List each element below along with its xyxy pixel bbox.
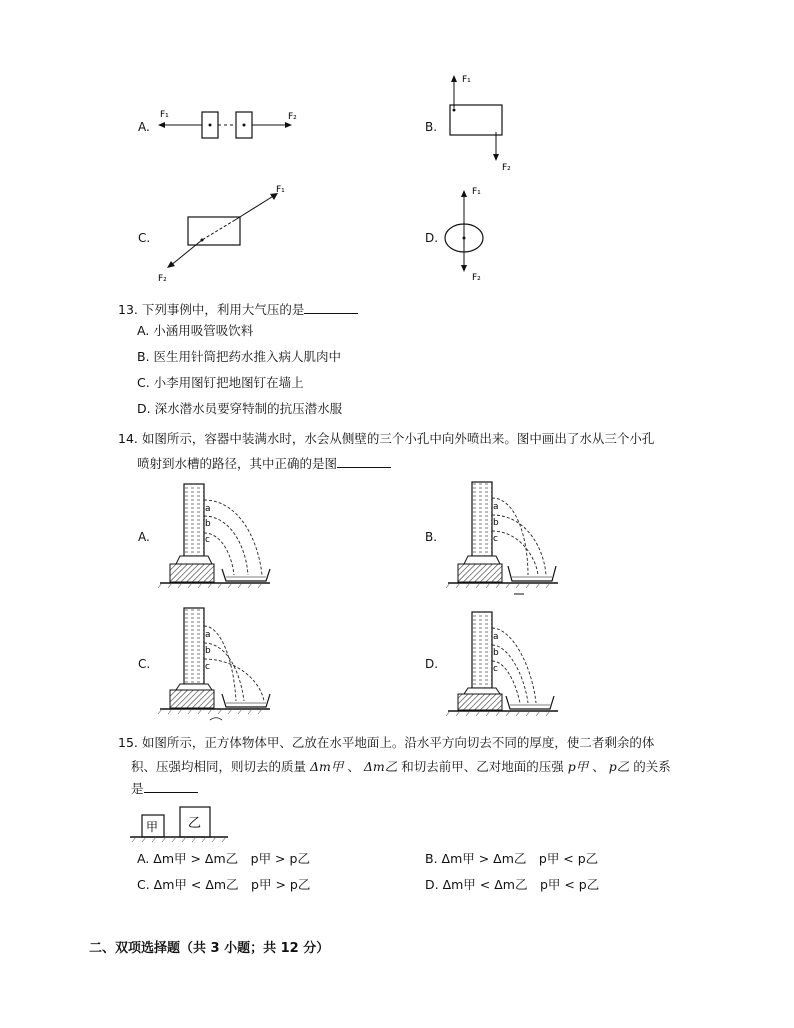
q15-label-jia: 甲 xyxy=(146,820,159,834)
q15-sep1: 、 xyxy=(347,759,360,774)
q14-option-a-label[interactable]: A. xyxy=(138,530,150,544)
q14c-hole-a: a xyxy=(205,630,211,640)
q14-figure-d xyxy=(448,606,563,721)
q12a-f2-label: F₂ xyxy=(288,112,297,122)
q12-option-b-label[interactable]: B. xyxy=(425,120,438,134)
q15-figure xyxy=(130,805,230,845)
q12c-f1-label: F₁ xyxy=(276,185,285,195)
q14d-hole-a: a xyxy=(493,632,499,642)
q14a-hole-c: c xyxy=(205,535,210,545)
q12d-f1-label: F₁ xyxy=(472,187,481,197)
q15-p-yi: p乙 xyxy=(608,759,630,774)
q13-stem xyxy=(118,301,358,318)
q12-figure-d xyxy=(440,180,510,285)
q15-stem-line2-b: 和切去前甲、乙对地面的压强 xyxy=(401,759,564,774)
q12-option-a-label[interactable]: A. xyxy=(138,120,150,134)
q13-option-d[interactable]: D. 深水潜水员要穿特制的抗压潜水服 xyxy=(137,401,343,416)
q14-option-b-label[interactable]: B. xyxy=(425,530,438,544)
q14c-hole-b: b xyxy=(205,646,211,656)
q12a-f1-label: F₁ xyxy=(160,110,169,120)
q14b-hole-b: b xyxy=(493,518,499,528)
q12d-f2-label: F₂ xyxy=(472,273,481,283)
q13-stem-text: 13. 下列事例中，利用大气压的是 xyxy=(118,302,305,317)
q15-label-yi: 乙 xyxy=(188,816,202,831)
q12-figure-a xyxy=(150,100,310,150)
q15-stem-line1: 15. 如图所示，正方体物体甲、乙放在水平地面上。沿水平方向切去不同的厚度，使二者剩余的体 xyxy=(118,735,655,750)
q15-dm-jia: Δm甲 xyxy=(310,759,344,774)
q13-option-b[interactable]: B. 医生用针筒把药水推入病人肌肉中 xyxy=(137,349,342,364)
q12-option-d-label[interactable]: D. xyxy=(425,231,439,245)
q12c-force-upright xyxy=(235,195,275,220)
q15-answer-blank[interactable] xyxy=(144,780,198,793)
q12c-dashed xyxy=(202,220,235,240)
q14-stem-line1: 14. 如图所示，容器中装满水时，水会从侧壁的三个小孔中向外喷出来。图中画出了水从三个小孔 xyxy=(118,431,655,446)
q15-option-a[interactable]: A. Δm甲 > Δm乙 p甲 > p乙 xyxy=(137,851,310,866)
q12b-block xyxy=(450,105,502,135)
q15-dm-yi: Δm乙 xyxy=(363,759,398,774)
q15-option-c[interactable]: C. Δm甲 < Δm乙 p甲 > p乙 xyxy=(137,877,311,892)
q14-stem-line2 xyxy=(137,455,391,472)
q14-figure-b xyxy=(448,478,563,598)
q12b-f2-label: F₂ xyxy=(502,163,511,173)
q14a-base xyxy=(170,564,214,582)
q13-option-a[interactable]: A. 小涵用吸管吸饮料 xyxy=(137,323,254,338)
q12a-arrowhead-right xyxy=(285,122,292,128)
q15-option-b[interactable]: B. Δm甲 > Δm乙 p甲 < p乙 xyxy=(425,851,599,866)
q14-figure-c xyxy=(160,604,275,726)
q14-option-c-label[interactable]: C. xyxy=(138,657,151,671)
q12-figure-b xyxy=(440,70,530,175)
q15-sep2: 、 xyxy=(592,759,605,774)
q15-stem-line2-a: 积、压强均相同，则切去的质量 xyxy=(131,759,307,774)
q14d-hole-c: c xyxy=(493,664,498,674)
q14b-hole-a: a xyxy=(493,502,499,512)
q12-option-c-label[interactable]: C. xyxy=(138,231,151,245)
q15-option-d[interactable]: D. Δm甲 < Δm乙 p甲 < p乙 xyxy=(425,877,600,892)
q15-stem-line3-text: 是 xyxy=(131,781,144,796)
q12b-f1-label: F₁ xyxy=(462,75,471,85)
q13-answer-blank[interactable] xyxy=(304,301,358,314)
q14b-hole-c: c xyxy=(493,534,498,544)
q12a-arrowhead-left xyxy=(158,122,165,128)
q14a-trough xyxy=(222,569,270,581)
q14-option-d-label[interactable]: D. xyxy=(425,657,439,671)
q14-figure-a xyxy=(160,478,275,593)
q14a-container xyxy=(184,484,204,556)
q14-answer-blank[interactable] xyxy=(337,455,391,468)
q14c-hole-c: c xyxy=(205,662,210,672)
q12c-block xyxy=(188,217,240,245)
q13-option-c[interactable]: C. 小李用图钉把地图钉在墙上 xyxy=(137,375,304,390)
q12c-force-downleft xyxy=(170,240,202,266)
q15-stem-line2 xyxy=(131,759,671,775)
q14a-hole-a: a xyxy=(205,504,211,514)
q15-stem-line3 xyxy=(131,780,198,797)
q15-stem-line2-c: 的关系 xyxy=(633,759,671,774)
section2-title: 二、双项选择题（共 3 小题；共 12 分） xyxy=(89,941,330,956)
q14-stem-line2-text: 喷射到水槽的路径，其中正确的是图 xyxy=(137,456,338,471)
q14d-hole-b: b xyxy=(493,648,499,658)
q15-p-jia: p甲 xyxy=(567,759,589,774)
q12-figure-c xyxy=(150,180,300,285)
q12c-f2-label: F₂ xyxy=(158,274,167,284)
q14a-hole-b: b xyxy=(205,519,211,529)
